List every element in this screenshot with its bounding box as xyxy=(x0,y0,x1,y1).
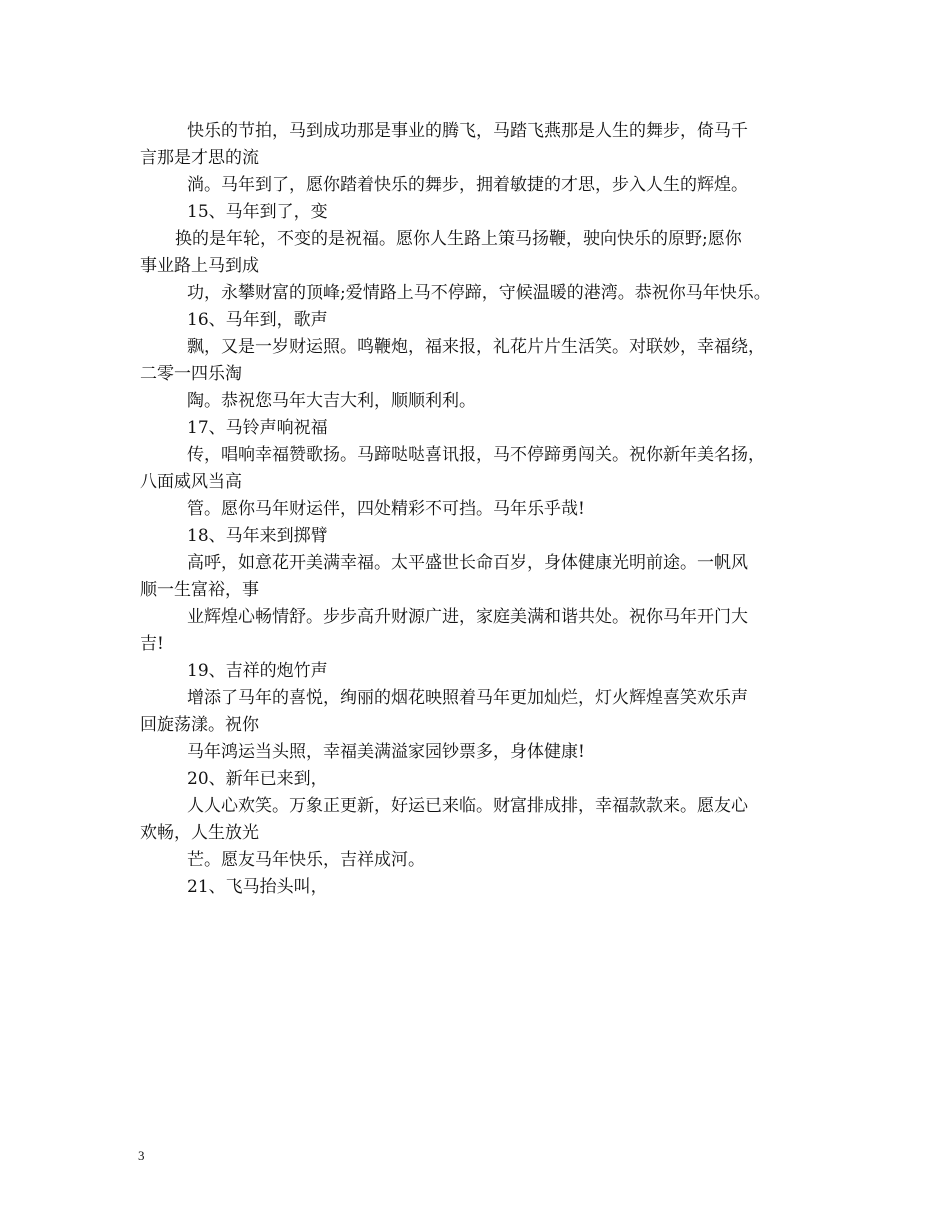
text-line: 飘，又是一岁财运照。鸣鞭炮，福来报，礼花片片生活笑。对联妙，幸福绕， xyxy=(187,337,765,357)
text-line: 回旋荡漾。祝你 xyxy=(140,715,259,735)
text-line: 二零一四乐淘 xyxy=(140,364,242,384)
text-line: 17、马铃声响祝福 xyxy=(187,418,328,438)
text-line: 吉! xyxy=(140,634,164,654)
text-line: 传，唱响幸福赞歌扬。马蹄哒哒喜讯报，马不停蹄勇闯关。祝你新年美名扬， xyxy=(187,445,765,465)
text-line: 功，永攀财富的顶峰;爱情路上马不停蹄，守候温暖的港湾。恭祝你马年快乐。 xyxy=(187,283,771,303)
text-line: 马年鸿运当头照，幸福美满溢家园钞票多，身体健康! xyxy=(187,742,585,762)
text-line: 顺一生富裕，事 xyxy=(140,580,259,600)
text-line: 业辉煌心畅情舒。步步高升财源广进，家庭美满和谐共处。祝你马年开门大 xyxy=(187,607,748,627)
text-line: 言那是才思的流 xyxy=(140,148,259,168)
text-line: 18、马年来到掷臂 xyxy=(187,526,328,546)
text-line: 15、马年到了，变 xyxy=(187,202,328,222)
text-line: 八面威风当高 xyxy=(140,472,242,492)
text-line: 人人心欢笑。万象正更新，好运已来临。财富排成排，幸福款款来。愿友心 xyxy=(187,796,748,816)
text-line: 快乐的节拍，马到成功那是事业的腾飞，马踏飞燕那是人生的舞步，倚马千 xyxy=(187,121,748,141)
text-line: 换的是年轮，不变的是祝福。愿你人生路上策马扬鞭，驶向快乐的原野;愿你 xyxy=(175,229,742,249)
text-line: 增添了马年的喜悦，绚丽的烟花映照着马年更加灿烂，灯火辉煌喜笑欢乐声 xyxy=(187,688,748,708)
text-line: 16、马年到，歌声 xyxy=(187,310,328,330)
text-line: 高呼，如意花开美满幸福。太平盛世长命百岁，身体健康光明前途。一帆风 xyxy=(187,553,748,573)
page-number: 3 xyxy=(138,1148,145,1163)
text-line: 19、吉祥的炮竹声 xyxy=(187,661,328,681)
body-text xyxy=(140,118,820,901)
text-line: 21、飞马抬头叫， xyxy=(187,877,328,897)
text-line: 事业路上马到成 xyxy=(140,256,259,276)
text-line: 淌。马年到了，愿你踏着快乐的舞步，拥着敏捷的才思，步入人生的辉煌。 xyxy=(187,175,748,195)
text-line: 芒。愿友马年快乐，吉祥成河。 xyxy=(187,850,425,870)
text-line: 20、新年已来到， xyxy=(187,769,328,789)
text-line: 管。愿你马年财运伴，四处精彩不可挡。马年乐乎哉! xyxy=(187,499,585,519)
text-line: 欢畅，人生放光 xyxy=(140,823,259,843)
text-line: 陶。恭祝您马年大吉大利，顺顺利利。 xyxy=(187,391,476,411)
